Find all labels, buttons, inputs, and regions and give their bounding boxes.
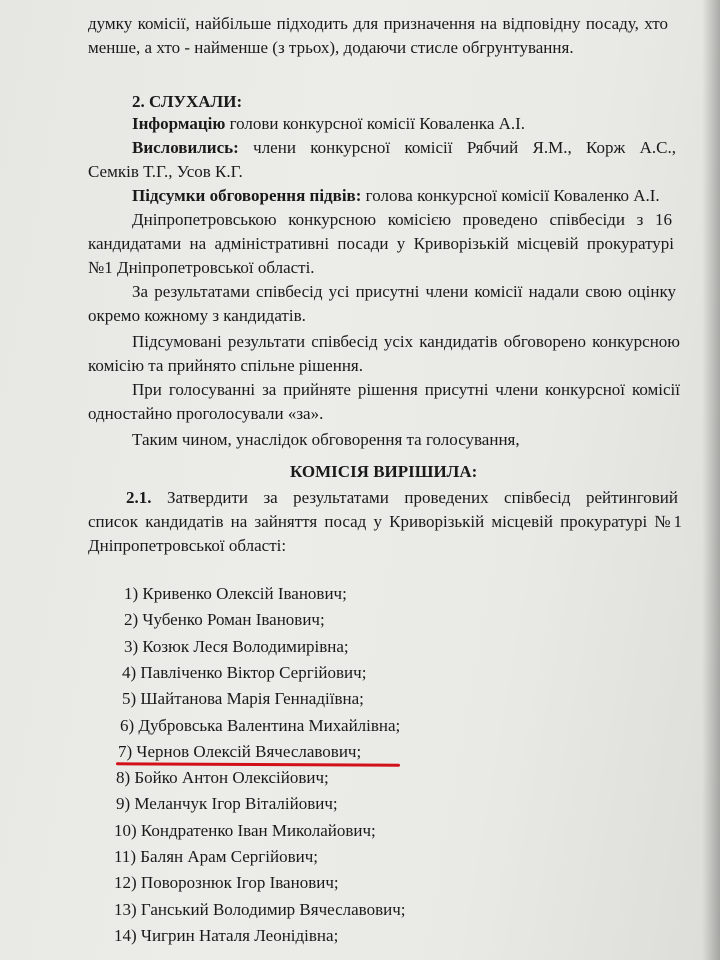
candidate-item: 8) Бойко Антон Олексійович;	[116, 768, 329, 788]
candidate-item: 2) Чубенко Роман Іванович;	[124, 610, 325, 630]
candidate-item: 6) Дубровська Валентина Михайлівна;	[120, 715, 401, 735]
decision-line-1	[126, 488, 678, 508]
candidate-item: 9) Меланчук Ігор Віталійович;	[116, 794, 338, 814]
decision-number: 2.1.	[126, 488, 152, 507]
para3-line-1: Підсумовані результати співбесід усіх кандидатів обговорено конкурсною	[132, 332, 680, 351]
candidate-item: 13) Ганський Володимир Вячеславович;	[114, 899, 406, 919]
para2-line-1: За результатами співбесід усі присутні члени комісії надали свою оцінку	[132, 282, 676, 301]
spoke-text: члени конкурсної комісії Рябчий Я.М., Корж А.С.,	[238, 138, 676, 157]
para4-line-1: При голосуванні за прийняте рішення присутні члени конкурсної комісії	[132, 380, 680, 399]
decision-heading	[290, 462, 477, 482]
candidate-item: 4) Павліченко Віктор Сергійович;	[122, 662, 367, 682]
candidate-item-highlighted: 7) Чернов Олексій Вячеславович;	[118, 741, 362, 761]
candidate-item: 10) Кондратенко Іван Миколайович;	[114, 820, 376, 840]
spoke-line-2: Семків Т.Г., Усов К.Г.	[88, 162, 243, 181]
section-heading	[132, 92, 242, 112]
summary-text: голова конкурсної комісії Коваленко А.І.	[361, 186, 660, 205]
para5: Таким чином, унаслідок обговорення та голосування,	[132, 430, 520, 449]
para4-line-2: одностайно проголосували «за».	[88, 404, 324, 423]
candidate-item: 14) Чигрин Наталя Леонідівна;	[114, 925, 339, 945]
info-label: Інформацію	[132, 114, 226, 133]
para1-line-1: Дніпропетровською конкурсною комісією проведено співбесіди з 16	[132, 210, 672, 229]
info-text: голови конкурсної комісії Коваленка А.І.	[225, 114, 526, 133]
intro-line-1: думку комісії, найбільше підходить для призначення на відповідну посаду, хто	[88, 14, 668, 33]
section-heading-text: 2. СЛУХАЛИ:	[132, 92, 243, 111]
para2-line-2: окремо кожному з кандидатів.	[88, 306, 306, 325]
spoke-label: Висловились:	[132, 138, 239, 157]
summary-label: Підсумки обговорення підвів:	[132, 186, 362, 205]
para3-line-2: комісію та прийнято спільне рішення.	[88, 356, 363, 375]
red-underline	[116, 762, 400, 766]
para1-line-2: кандидатами на адміністративні посади у Криворізькій місцевій прокуратурі	[88, 234, 674, 253]
candidate-item: 5) Шайтанова Марія Геннадіївна;	[122, 689, 364, 709]
candidate-item: 11) Балян Арам Сергійович;	[114, 847, 318, 866]
candidate-item: 3) Козюк Леся Володимирівна;	[124, 636, 349, 656]
info-line	[132, 114, 525, 134]
candidate-item: 1) Кривенко Олексій Іванович;	[124, 584, 347, 603]
para1-line-3: №1 Дніпропетровської області.	[88, 258, 315, 277]
decision-text: Затвердити за результатами проведених співбесід рейтинговий	[151, 488, 678, 507]
decision-line-3: Дніпропетровської області:	[88, 536, 287, 555]
spoke-line-1	[132, 138, 676, 158]
decision-heading-text: КОМІСІЯ ВИРІШИЛА:	[290, 462, 478, 481]
decision-line-2: список кандидатів на зайняття посад у Криворізькій місцевій прокуратурі №1	[88, 512, 682, 531]
intro-line-2: менше, а хто - найменше (з трьох), додаючи стисле обгрунтування.	[88, 38, 574, 57]
candidate-item: 12) Поворознюк Ігор Іванович;	[114, 873, 339, 893]
summary-line	[132, 186, 660, 206]
